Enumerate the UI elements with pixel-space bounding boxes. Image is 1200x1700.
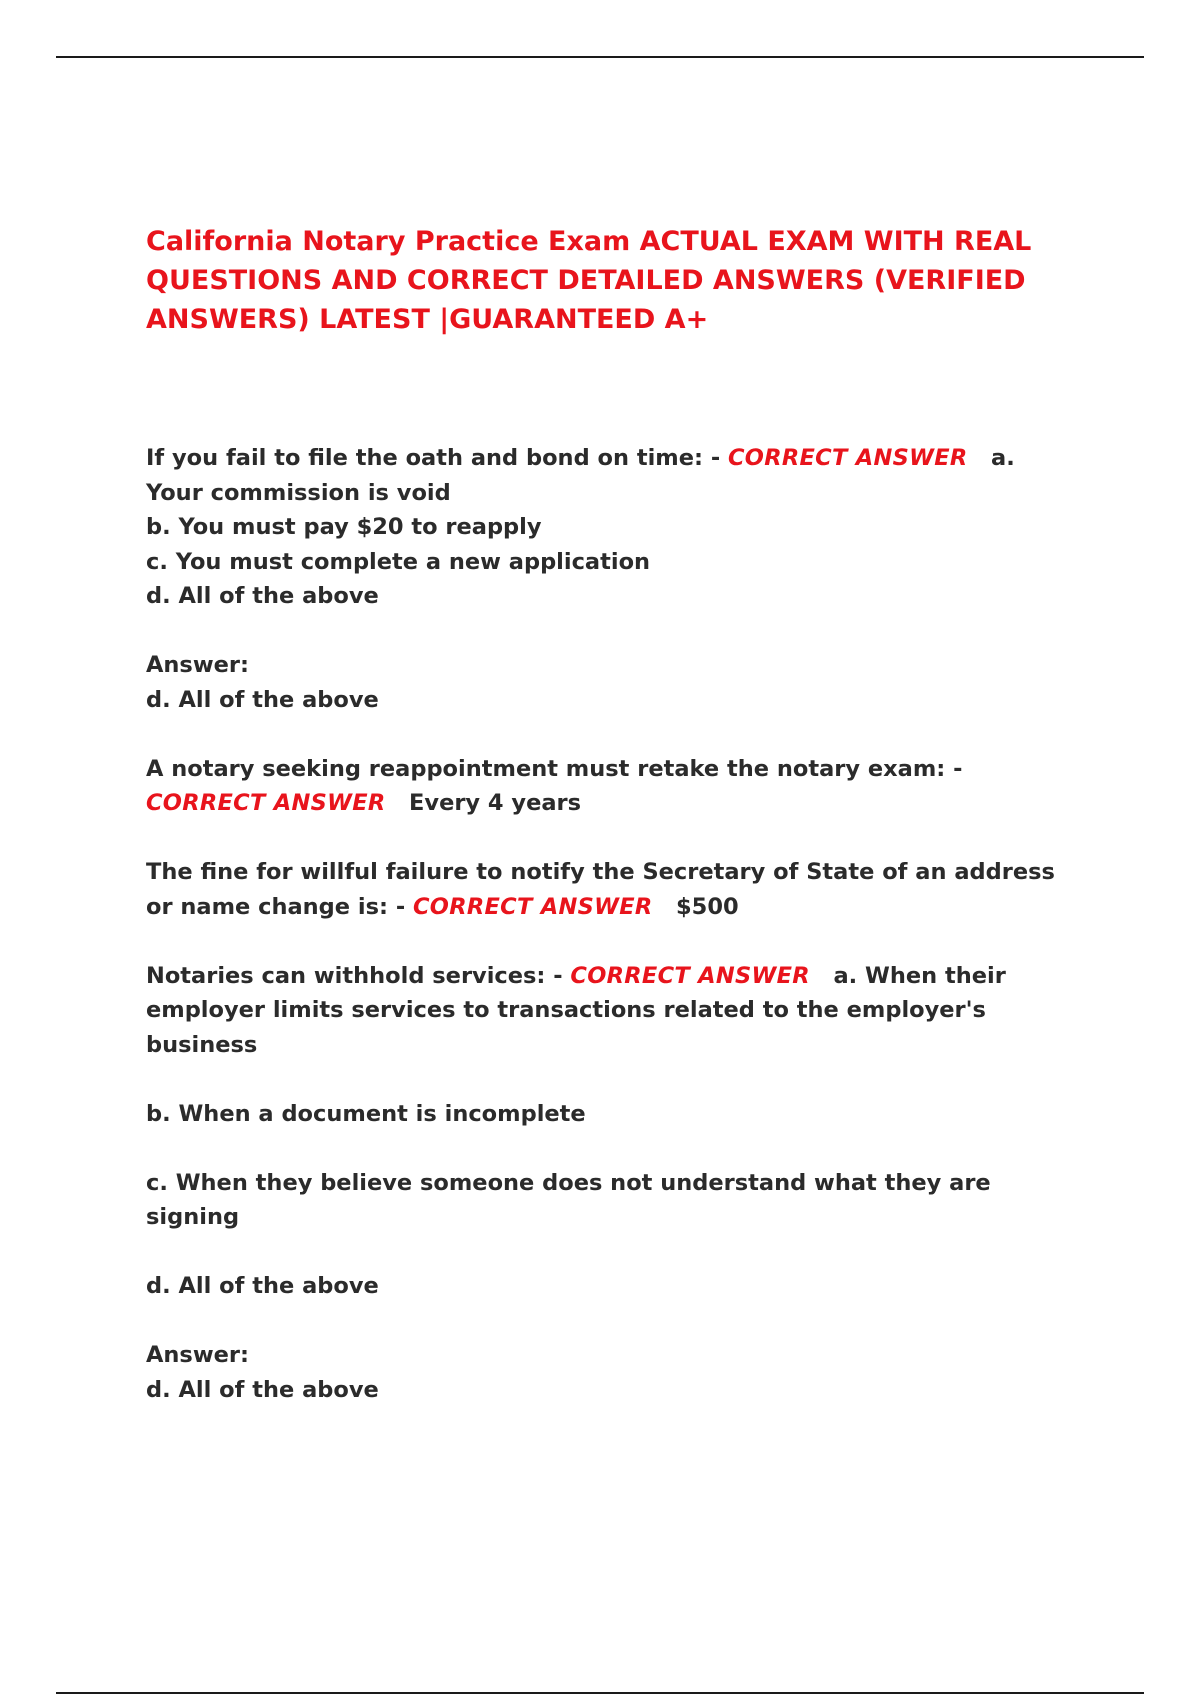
- answer-line: business: [146, 1031, 258, 1058]
- correct-answer-label: CORRECT ANSWER: [413, 893, 653, 920]
- answer-text: Every 4 years: [409, 790, 582, 816]
- option-line: signing: [146, 1204, 240, 1230]
- answer-heading: Answer:: [146, 652, 249, 678]
- question-text: or name change is: -: [146, 893, 413, 920]
- option-line: b. When a document is incomplete: [146, 1100, 586, 1127]
- option-line: d. All of the above: [146, 1273, 379, 1299]
- question-line: [146, 441, 1096, 476]
- question-text: A notary seeking reappointment must retake the notary exam: -: [146, 755, 963, 782]
- answer-text: a. When their: [833, 962, 1006, 989]
- question-line: [146, 959, 1096, 994]
- answer-line: employer limits services to transactions related to the employer's: [146, 997, 986, 1023]
- correct-answer-label: CORRECT ANSWER: [570, 962, 810, 989]
- answer-value: d. All of the above: [146, 1376, 379, 1403]
- correct-answer-label: CORRECT ANSWER: [146, 790, 386, 816]
- document-title: California Notary Practice Exam ACTUAL EXAM WITH REAL QUESTIONS AND CORRECT DETAILED ANSWERS (VERIFIED ANSWERS) LATEST |GUARANTEED A+: [146, 226, 1032, 335]
- question-block: [146, 855, 1096, 924]
- question-block: [146, 959, 1096, 1408]
- option-line: d. All of the above: [146, 583, 379, 609]
- answer-line: Your commission is void: [146, 479, 451, 506]
- question-text: Notaries can withhold services: -: [146, 962, 571, 989]
- answer-heading: Answer:: [146, 1342, 249, 1368]
- bottom-rule: [56, 1692, 1144, 1694]
- question-block: [146, 441, 1096, 717]
- answer-line: [146, 786, 1096, 821]
- document-body: [146, 441, 1096, 1407]
- option-line: c. You must complete a new application: [146, 548, 651, 575]
- question-block: [146, 752, 1096, 821]
- top-rule: [56, 56, 1144, 58]
- question-text: The fine for willful failure to notify the Secretary of State of an address: [146, 859, 1055, 885]
- correct-answer-label: CORRECT ANSWER: [728, 445, 968, 471]
- answer-text: $500: [676, 893, 739, 920]
- answer-line: [146, 890, 1096, 925]
- question-text: If you fail to file the oath and bond on time: -: [146, 445, 728, 471]
- option-line: c. When they believe someone does not understand what they are: [146, 1169, 991, 1196]
- option-line: b. You must pay $20 to reapply: [146, 514, 542, 540]
- answer-value: d. All of the above: [146, 686, 379, 713]
- answer-text: a.: [991, 445, 1015, 471]
